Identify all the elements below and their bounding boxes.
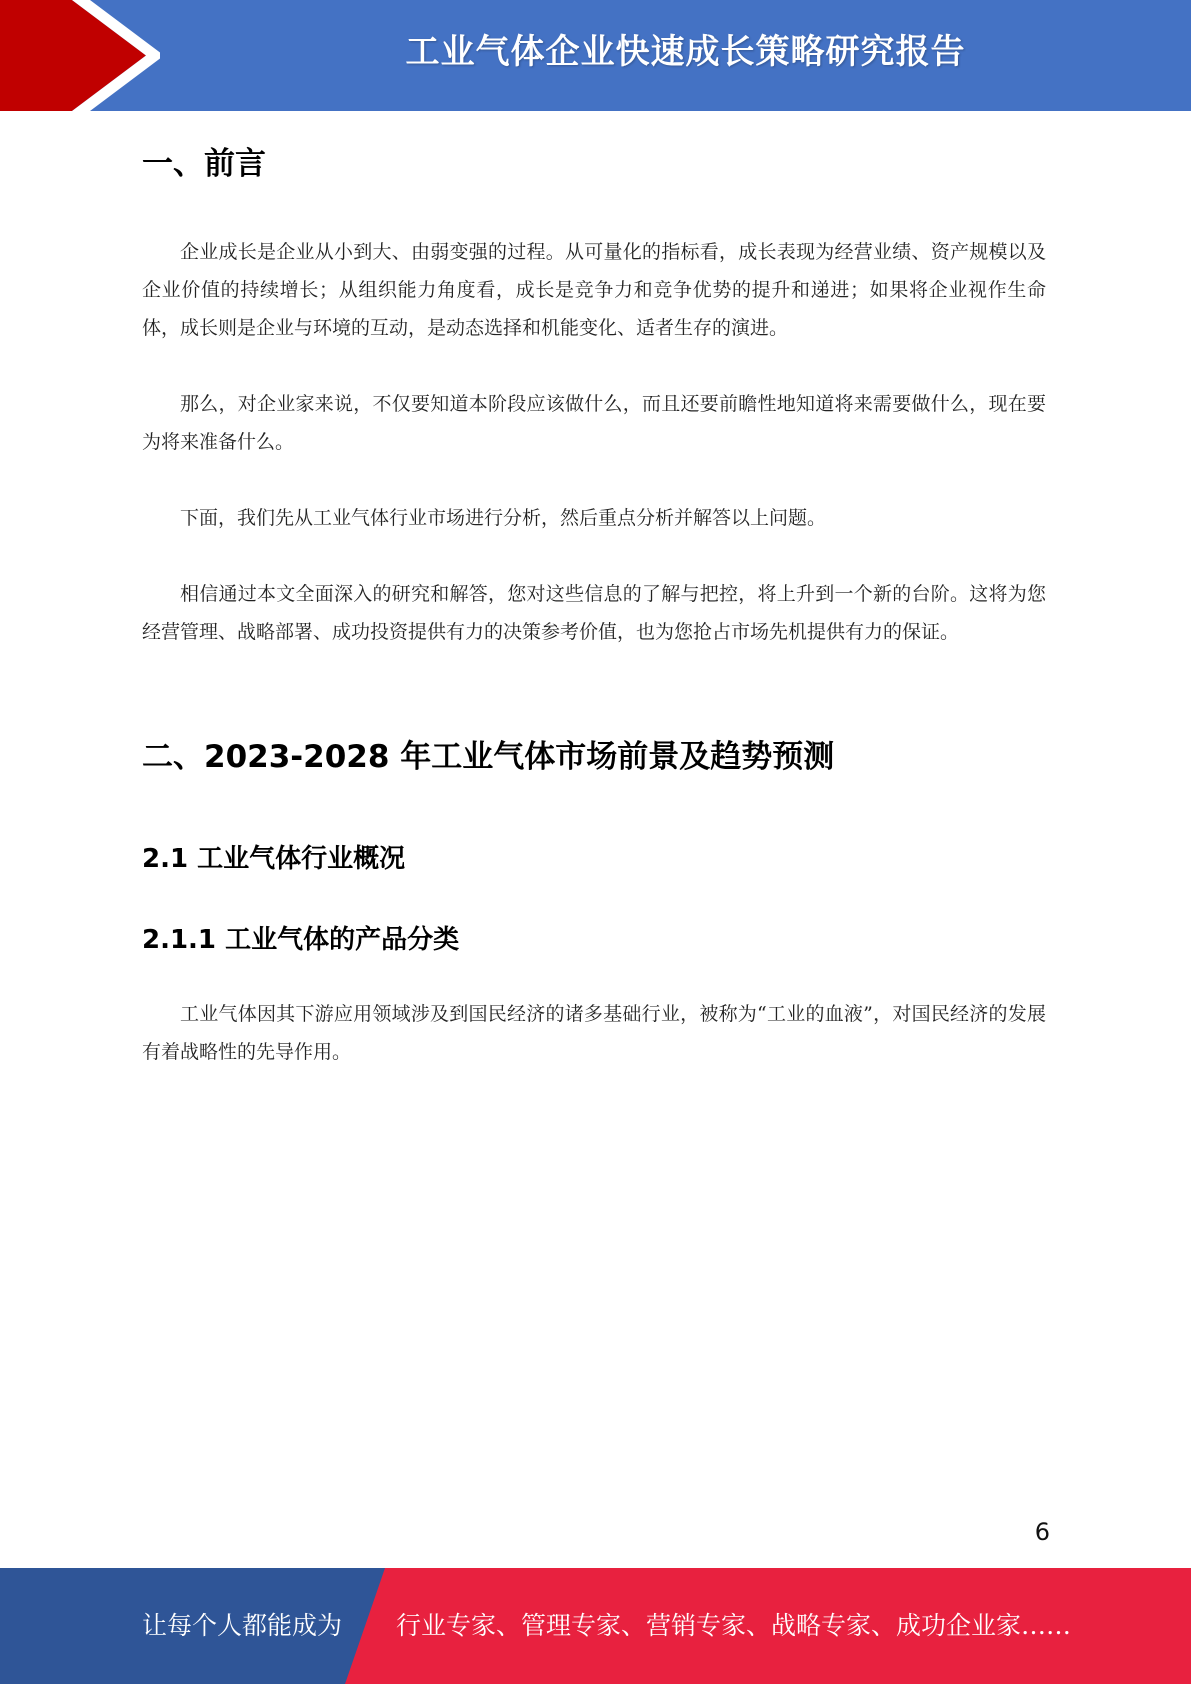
preface-paragraph-2: 那么，对企业家来说，不仅要知道本阶段应该做什么，而且还要前瞻性地知道将来需要做什么，现在要为将来准备什么。: [142, 393, 1046, 453]
report-title: 工业气体企业快速成长策略研究报告: [405, 32, 966, 72]
subsection-heading-industry-overview: 2.1 工业气体行业概况: [142, 844, 406, 874]
subsection-heading-product-classification: 2.1.1 工业气体的产品分类: [142, 925, 460, 955]
section-heading-preface: 一、前言: [142, 146, 266, 182]
preface-paragraph-3: 下面，我们先从工业气体行业市场进行分析，然后重点分析并解答以上问题。: [180, 507, 827, 529]
page-number: 6: [1034, 1518, 1050, 1546]
section-heading-market-forecast: 二、2023-2028 年工业气体市场前景及趋势预测: [142, 739, 835, 775]
footer-band: [0, 1568, 1191, 1684]
header-chevron-icon: [0, 0, 160, 111]
preface-paragraph-4: 相信通过本文全面深入的研究和解答，您对这些信息的了解与把控，将上升到一个新的台阶。这将为您经营管理、战略部署、成功投资提供有力的决策参考价值，也为您抢占市场先机提供有力的保证。: [142, 583, 1046, 643]
product-classification-paragraph: 工业气体因其下游应用领域涉及到国民经济的诸多基础行业，被称为“工业的血液”，对国民经济的发展有着战略性的先导作用。: [142, 1003, 1046, 1063]
header-band: [0, 0, 1191, 111]
preface-paragraph-1: 企业成长是企业从小到大、由弱变强的过程。从可量化的指标看，成长表现为经营业绩、资产规模以及企业价值的持续增长；从组织能力角度看，成长是竞争力和竞争优势的提升和递进；如果将企业视作生命体，成长则是企业与环境的互动，是动态选择和机能变化、适者生存的演进。: [142, 241, 1046, 339]
footer-slogan-left: 让每个人都能成为: [142, 1611, 343, 1640]
footer-slogan-right: 行业专家、管理专家、营销专家、战略专家、成功企业家……: [396, 1611, 1072, 1640]
